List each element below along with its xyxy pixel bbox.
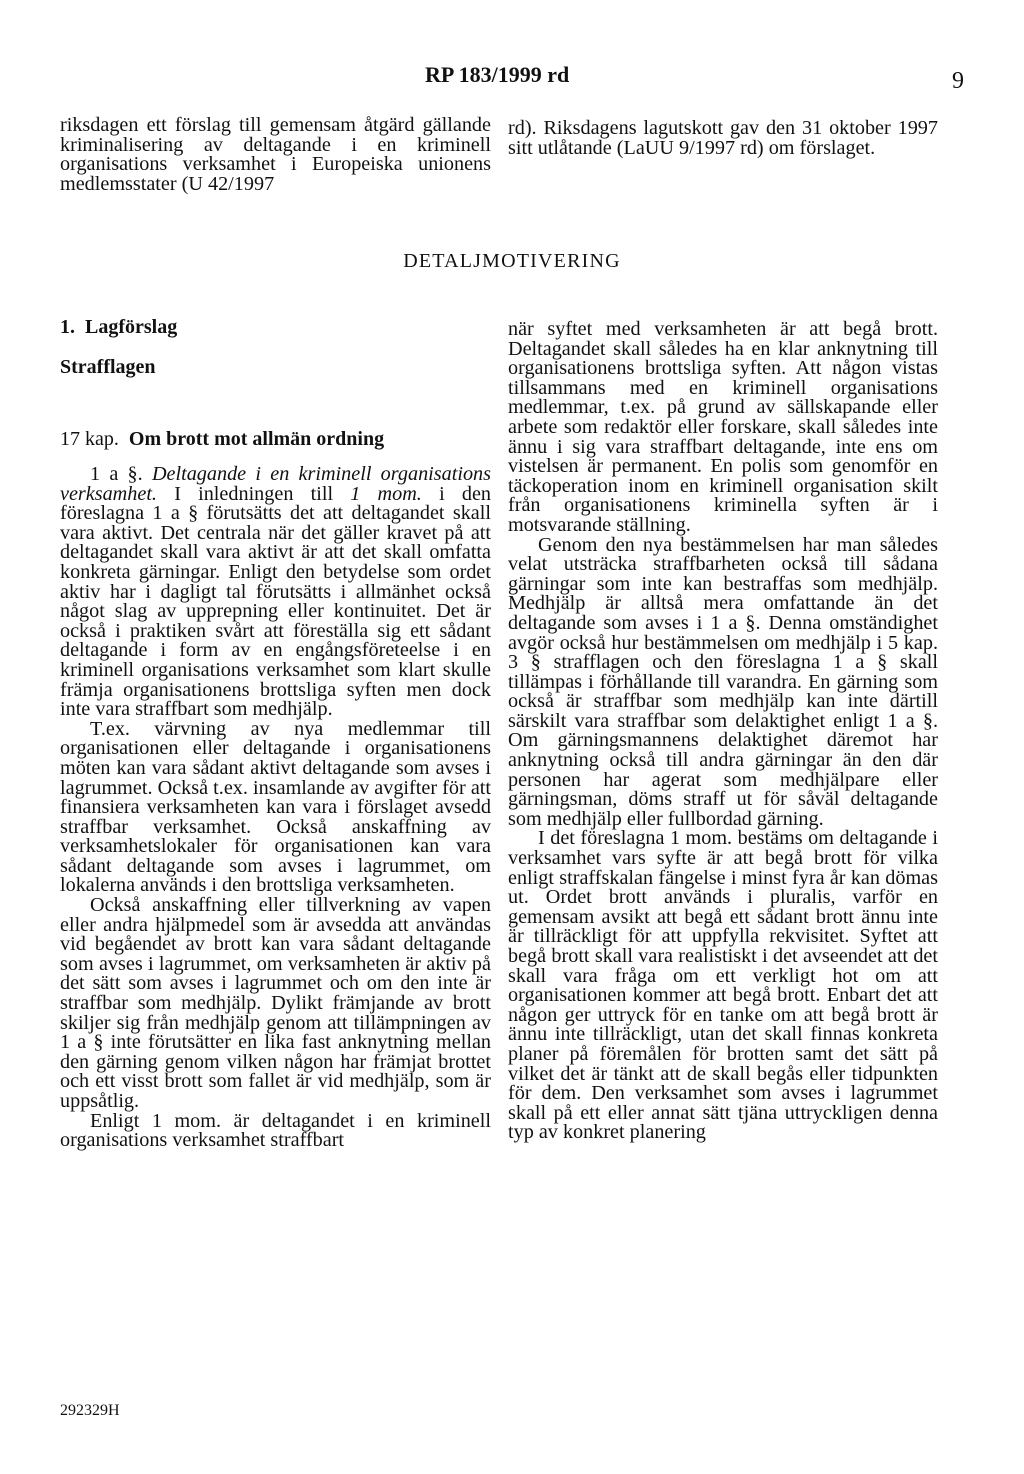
page-header [0, 62, 1024, 92]
left-body-column [60, 465, 491, 1151]
right-body-column [508, 320, 938, 1143]
paragraph: Också anskaffning eller tillverkning av vapen eller andra hjälpmedel som är avsedda att användas vid begåendet av brott kan vara sådant deltagande som avses i lagrummet, om verksamheten är aktiv på det sätt som avses i lagrummet och om den inte är straffbar som medhjälp. Dylikt främjande av brott skiljer sig från medhjälp genom att tillämpningen av 1 a § inte förutsätter en lika fast anknytning mellan den gärning genom vilken någon har främjat brottet och ett visst brott som fallet är vid medhjälp, som är uppsåtlig. [60, 894, 491, 1112]
chapter-title: Om brott mot allmän ordning [128, 428, 385, 450]
section-ref: 1 a §. [90, 463, 143, 485]
heading-number: 1. [60, 316, 75, 338]
section-heading [60, 316, 177, 339]
intro-left-column [60, 116, 491, 194]
mom-ref-italic: 1 mom. [350, 482, 422, 505]
section-title: DETALJMOTIVERING [403, 250, 621, 272]
paragraph: T.ex. värvning av nya medlemmar till organisationen eller deltagande i organisationens möten kan vara sådant aktivt deltagande som avses i lagrummet. Också t.ex. insamlande av avgifter för att finansiera verksamheten kan vara i förslaget avsedd straffbar verksamhet. Också anskaffning av verksamhetslokaler för organisationen kan vara sådant deltagande som avses i lagrummet, om lokalerna används i den brottsliga verksamheten. [60, 717, 491, 897]
law-subheading: Strafflagen [60, 356, 156, 378]
intro-right-text: rd). Riksdagens lagutskott gav den 31 oktober 1997 sitt utlåtande (LaUU 9/1997 rd) om förslaget. [508, 117, 938, 159]
document-id: RP 183/1999 rd [425, 62, 570, 87]
intro-right-column [508, 119, 938, 158]
intro-left-text: riksdagen ett förslag till gemensam åtgärd gällande kriminalisering av deltagande i en kriminell organisations verksamhet i Europeiska unionens medlemsstater (U 42/1997 [60, 114, 491, 195]
paragraph: I det föreslagna 1 mom. bestäms om deltagande i verksamhet vars syfte är att begå brott för vilka enligt straffskalan fängelse i minst fyra år kan dömas ut. Ordet brott används i pluralis, varför en gemensam avsikt att begå ett sådant brott ännu inte är tillräckligt för att uppfylla rekvisitet. Syftet att begå brott skall vara realistiskt i det avseendet att det skall vara fråga om ett verkligt hot om att organisationen kommer att begå brott. Enbart det att någon ger uttryck för en tanke om att begå brott är ännu inte tillräckligt, utan det skall finnas konkreta planer på föremålen för brotten samt det sätt på vilket det är tänkt att de skall begås eller tidpunkten för dem. Den verksamhet som avses i lagrummet skall på ett eller annat sätt tjäna uttryckligen denna typ av konkret planering [508, 827, 938, 1144]
footer-code: 292329H [60, 1402, 120, 1419]
text-segment: i den föreslagna 1 a § förutsätts det att deltagandet skall vara aktivt. Det centrala när det gäller kravet på att deltagandet skall vara aktivt är att det skall omfatta konkreta gärningar. Enligt den betydelse som ordet aktiv har i dagligt tal förutsätts i allmänhet också något slag av upprepning eller kontinuitet. Det är också i praktiken svårt att föreställa sig ett sådant deltagande i form av en engångsföreteelse i en kriminell organisations verksamhet som klart skulle främja organisationens brottsliga syften men dock inte vara straffbart som medhjälp. [60, 482, 492, 721]
paragraph: när syftet med verksamheten är att begå brott. Deltagandet skall således ha en klar anknytning till organisationens brottsliga syften. Att någon vistas tillsammans med en kriminell organisations medlemmar, t.ex. på grund av sällskapande eller arbete som redaktör eller forskare, skall således inte ännu i sig vara straffbart deltagande, inte ens om vistelsen är permanent. En polis som genomför en täckoperation inom en kriminell organisation skilt från organisationens kriminella syften är i motsvarande ställning. [508, 318, 938, 536]
paragraph: Enligt 1 mom. är deltagandet i en kriminell organisations verksamhet straffbart [60, 1109, 491, 1152]
page-number: 9 [952, 68, 964, 94]
section-title-italic: Deltagande i en kriminell organisations verksamhet. [60, 463, 491, 505]
chapter-heading [60, 428, 384, 451]
chapter-label: 17 kap. [60, 428, 119, 450]
text-segment: I inledningen till [174, 482, 334, 505]
paragraph [60, 465, 491, 720]
heading-title: Lagförslag [85, 316, 178, 338]
paragraph: Genom den nya bestämmelsen har man således velat utsträcka straffbarheten också till sådana gärningar som inte kan bestraffas som medhjälp. Medhjälp är alltså mera omfattande än det deltagande som avses i 1 a §. Denna omständighet avgör också hur bestämmelsen om medhjälp i 5 kap. 3 § strafflagen och den föreslagna 1 a § skall tillämpas i förhållande till varandra. En gärning som också är straffbar som medhjälp kan inte därtill särskilt vara straffbar som delaktighet enligt 1 a §. Om gärningsmannens delaktighet däremot har anknytning också till andra gärningar än den där personen har agerat som medhjälpare eller gärningsman, döms straff ut för såväl deltagande som medhjälp eller fullbordad gärning. [508, 533, 938, 830]
